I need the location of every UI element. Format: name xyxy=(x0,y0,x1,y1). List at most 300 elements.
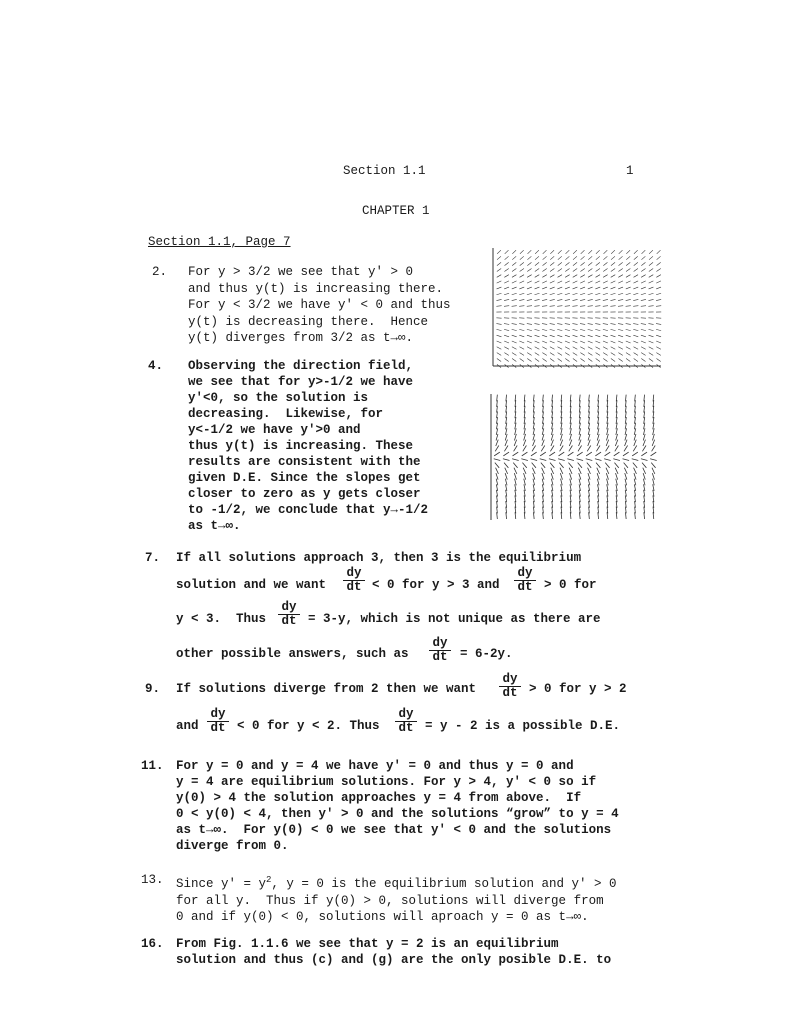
slope-segment xyxy=(633,463,637,468)
slope-segment xyxy=(573,358,577,361)
slope-segment xyxy=(652,473,654,479)
problem-7-line-2c: > 0 for xyxy=(544,578,597,592)
slope-segment xyxy=(512,262,516,265)
slope-segment xyxy=(514,473,516,479)
slope-segment xyxy=(523,440,525,446)
problem-7-line-2b: < 0 for y > 3 and xyxy=(372,578,500,592)
slope-segment xyxy=(531,452,537,456)
slope-segment xyxy=(603,358,607,361)
slope-segment xyxy=(504,269,508,272)
slope-segment xyxy=(542,287,547,289)
slope-segment xyxy=(550,306,555,307)
slope-segment xyxy=(641,262,645,265)
slope-segment xyxy=(595,452,601,456)
slope-segment xyxy=(542,275,546,278)
slope-segment xyxy=(634,440,636,446)
slope-segment xyxy=(560,468,563,474)
slope-segment xyxy=(535,250,539,254)
slope-segment xyxy=(496,299,501,300)
slope-segment xyxy=(623,452,629,456)
slope-segment xyxy=(605,463,609,468)
slope-segment xyxy=(603,347,608,349)
slope-segment xyxy=(543,256,547,259)
slope-segment xyxy=(596,269,600,272)
slope-segment xyxy=(566,250,570,254)
slope-segment xyxy=(657,262,661,265)
slope-segment xyxy=(633,329,638,330)
slope-segment xyxy=(616,473,618,479)
slope-segment xyxy=(641,353,645,356)
slope-segment xyxy=(569,468,572,474)
slope-segment xyxy=(504,335,509,337)
slope-segment xyxy=(626,341,631,343)
slope-segment xyxy=(496,324,501,325)
problem-9-line-2c: = y - 2 is a possible D.E. xyxy=(425,719,621,733)
slope-segment xyxy=(588,353,592,356)
slope-segment xyxy=(512,459,519,461)
slope-segment xyxy=(532,463,536,468)
problem-7-line-4b: = 6-2y. xyxy=(460,647,513,661)
slope-segment xyxy=(532,468,535,474)
slope-segment xyxy=(512,256,516,259)
problem-16-line: solution and thus (c) and (g) are the only posible D.E. to xyxy=(176,953,612,967)
slope-segment xyxy=(610,299,615,300)
slope-segment xyxy=(626,293,631,295)
slope-segment xyxy=(634,473,636,479)
slope-segment xyxy=(656,353,660,356)
slope-segment xyxy=(656,306,661,307)
slope-segment xyxy=(512,275,516,278)
slope-segment xyxy=(614,452,620,456)
slope-segment xyxy=(497,293,502,295)
slope-segment xyxy=(618,299,623,300)
slope-segment xyxy=(642,250,646,254)
problem-11-line: diverge from 0. xyxy=(176,839,289,853)
slope-segment xyxy=(534,299,539,300)
slope-segment xyxy=(595,281,600,283)
slope-segment xyxy=(550,256,554,259)
slope-segment xyxy=(634,256,638,259)
problem-2-text xyxy=(188,264,451,347)
fraction-denominator: dt xyxy=(517,580,533,594)
slope-segment xyxy=(649,256,653,259)
problem-7-number: 7. xyxy=(145,551,161,565)
slope-segment xyxy=(565,341,570,343)
slope-segment xyxy=(603,341,608,343)
slope-segment xyxy=(619,256,623,259)
slope-segment xyxy=(519,293,524,295)
slope-segment xyxy=(641,256,645,259)
slope-segment xyxy=(634,468,637,474)
slope-segment xyxy=(610,329,615,330)
slope-segment xyxy=(580,335,585,337)
slope-segment xyxy=(527,335,532,337)
slope-segment xyxy=(597,473,599,479)
slope-segment xyxy=(527,262,531,265)
slope-segment xyxy=(568,463,572,468)
slope-segment xyxy=(633,335,638,337)
problem-2-line: For y > 3/2 we see that y' > 0 xyxy=(188,265,414,279)
slope-segment xyxy=(520,275,524,278)
slope-segment xyxy=(573,256,577,259)
slope-segment xyxy=(595,306,600,307)
slope-segment xyxy=(565,269,569,272)
problem-11-text xyxy=(176,758,619,854)
slope-segment xyxy=(527,341,532,343)
slope-segment xyxy=(519,329,524,330)
slope-segment xyxy=(588,281,593,283)
slope-segment xyxy=(603,269,607,272)
slope-segment xyxy=(512,250,516,254)
slope-segment xyxy=(519,324,524,325)
slope-segment xyxy=(642,446,646,452)
slope-segment xyxy=(512,347,517,349)
slope-segment xyxy=(567,459,574,461)
slope-segment xyxy=(513,463,517,468)
running-title: Section 1.1 xyxy=(343,164,426,178)
slope-segment xyxy=(542,468,545,474)
slope-segment xyxy=(497,281,502,283)
slope-segment xyxy=(520,358,524,361)
slope-segment xyxy=(542,329,547,330)
slope-segment xyxy=(626,306,631,307)
slope-segment xyxy=(542,324,547,325)
slope-segment xyxy=(512,299,517,300)
slope-segment xyxy=(634,269,638,272)
slope-segment xyxy=(541,446,545,452)
slope-segment xyxy=(565,293,570,295)
slope-segment xyxy=(533,440,535,446)
slope-segment xyxy=(527,275,531,278)
slope-segment xyxy=(611,347,616,349)
slope-segment xyxy=(542,347,547,349)
slope-segment xyxy=(559,452,565,456)
slope-segment xyxy=(619,250,623,254)
slope-segment xyxy=(542,341,547,343)
slope-segment xyxy=(633,341,638,343)
slope-segment xyxy=(542,299,547,300)
problem-11-line: y = 4 are equilibrium solutions. For y > 4, y' < 0 so if xyxy=(176,775,597,789)
slope-segment xyxy=(535,287,540,289)
slope-segment xyxy=(550,353,554,356)
slope-segment xyxy=(618,281,623,283)
slope-segment xyxy=(656,341,661,343)
slope-segment xyxy=(573,269,577,272)
slope-segment xyxy=(504,463,508,468)
slope-segment xyxy=(588,250,592,254)
slope-segment xyxy=(527,358,531,361)
slope-segment xyxy=(595,287,600,289)
slope-segment xyxy=(535,358,539,361)
slope-segment xyxy=(618,335,623,337)
slope-segment xyxy=(551,473,553,479)
problem-16-text xyxy=(176,936,611,968)
slope-segment xyxy=(551,440,553,446)
slope-segment xyxy=(573,262,577,265)
slope-segment xyxy=(550,446,554,452)
fraction-denominator: dt xyxy=(398,721,414,735)
problem-11-line: as t→∞. For y(0) < 0 we see that y' < 0 and the solutions xyxy=(176,823,612,837)
slope-segment xyxy=(558,269,562,272)
slope-segment xyxy=(504,299,509,300)
slope-segment xyxy=(597,440,599,446)
slope-segment xyxy=(606,468,609,474)
slope-segment xyxy=(557,293,562,295)
slope-segment xyxy=(496,440,498,446)
slope-segment xyxy=(579,440,581,446)
slope-segment xyxy=(519,299,524,300)
problem-4-line: closer to zero as y gets closer xyxy=(188,487,421,501)
problem-7-line-3b: = 3-y, which is not unique as there are xyxy=(308,612,601,626)
slope-segment xyxy=(577,452,583,456)
slope-segment xyxy=(565,353,569,356)
slope-segment xyxy=(504,306,509,307)
slope-segment xyxy=(527,287,532,289)
slope-segment xyxy=(656,293,661,295)
slope-segment xyxy=(550,287,555,289)
slope-segment xyxy=(527,281,532,283)
slope-segment xyxy=(496,473,498,479)
slope-segment xyxy=(656,281,661,283)
slope-segment xyxy=(626,256,630,259)
slope-segment xyxy=(604,459,611,461)
slope-segment xyxy=(505,250,509,254)
slope-segment xyxy=(503,452,509,456)
slope-segment xyxy=(504,281,509,283)
slope-segment xyxy=(596,358,600,361)
slope-segment xyxy=(535,341,540,343)
fraction-denominator: dt xyxy=(210,721,226,735)
problem-2-line: y(t) is decreasing there. Hence xyxy=(188,314,429,329)
slope-segment xyxy=(550,347,555,349)
slope-segment xyxy=(557,341,562,343)
slope-segment xyxy=(572,329,577,330)
slope-segment xyxy=(519,335,524,337)
slope-segment xyxy=(580,287,585,289)
slope-segment xyxy=(595,459,602,461)
slope-segment xyxy=(634,353,638,356)
problem-11-line: For y = 0 and y = 4 we have y' = 0 and thus y = 0 and xyxy=(176,759,574,773)
slope-segment xyxy=(642,463,646,468)
slope-segment xyxy=(572,324,577,325)
slope-segment xyxy=(614,463,618,468)
slope-segment xyxy=(587,463,591,468)
slope-segment xyxy=(533,473,535,479)
slope-segment xyxy=(656,299,661,300)
slope-segment xyxy=(558,275,562,278)
slope-segment xyxy=(641,347,646,349)
slope-segment xyxy=(611,353,615,356)
slope-segment xyxy=(542,353,546,356)
slope-segment xyxy=(557,287,562,289)
slope-segment xyxy=(641,299,646,300)
slope-segment xyxy=(626,262,630,265)
slope-segment xyxy=(648,306,653,307)
slope-segment xyxy=(633,324,638,325)
derivative-fraction xyxy=(342,567,366,594)
slope-segment xyxy=(560,446,564,452)
slope-segment xyxy=(596,262,600,265)
slope-segment xyxy=(504,293,509,295)
slope-segment xyxy=(550,335,555,337)
slope-segment xyxy=(572,299,577,300)
slope-segment xyxy=(522,452,528,456)
slope-segment xyxy=(527,256,531,259)
slope-segment xyxy=(641,358,645,361)
slope-segment xyxy=(580,281,585,283)
slope-segment xyxy=(496,468,499,474)
slope-segment xyxy=(495,463,499,468)
slope-segment xyxy=(632,452,638,456)
slope-segment xyxy=(649,269,653,272)
slope-segment xyxy=(527,324,532,325)
slope-segment xyxy=(535,281,540,283)
slope-segment xyxy=(521,459,528,461)
slope-segment xyxy=(641,293,646,295)
slope-segment xyxy=(641,287,646,289)
derivative-fraction xyxy=(206,708,230,735)
slope-segment xyxy=(573,335,578,337)
slope-segment xyxy=(610,306,615,307)
slope-segment xyxy=(565,335,570,337)
slope-segment xyxy=(641,341,646,343)
slope-segment xyxy=(531,459,538,461)
slope-segment xyxy=(573,341,578,343)
slope-segment xyxy=(580,293,585,295)
slope-segment xyxy=(596,446,600,452)
slope-segment xyxy=(550,269,554,272)
slope-segment xyxy=(568,452,574,456)
slope-segment xyxy=(565,358,569,361)
slope-segment xyxy=(557,281,562,283)
slope-segment xyxy=(535,262,539,265)
slope-segment xyxy=(633,306,638,307)
slope-segment xyxy=(540,459,547,461)
slope-segment xyxy=(558,256,562,259)
slope-segment xyxy=(534,324,539,325)
slope-segment xyxy=(588,358,592,361)
problem-7-line-3a: y < 3. Thus xyxy=(176,612,267,626)
slope-segment xyxy=(573,250,577,254)
slope-segment xyxy=(504,341,509,343)
slope-segment xyxy=(634,358,638,361)
slope-segment xyxy=(519,347,524,349)
slope-segment xyxy=(605,452,611,456)
slope-segment xyxy=(565,329,570,330)
slope-segment xyxy=(581,256,585,259)
slope-segment xyxy=(611,262,615,265)
slope-segment xyxy=(505,468,508,474)
slope-segment xyxy=(606,440,608,446)
slope-segment xyxy=(523,468,526,474)
slope-segment xyxy=(588,324,593,325)
slope-segment xyxy=(643,440,645,446)
slope-segment xyxy=(618,329,623,330)
slope-segment xyxy=(656,269,660,272)
slope-segment xyxy=(618,293,623,295)
fraction-numerator: dy xyxy=(502,672,518,686)
slope-segment xyxy=(527,329,532,330)
slope-segment xyxy=(534,306,539,307)
slope-segment xyxy=(649,250,653,254)
slope-segment xyxy=(611,275,615,278)
slope-segment xyxy=(641,269,645,272)
slope-segment xyxy=(656,335,661,337)
slope-segment xyxy=(588,347,593,349)
chapter-title: CHAPTER 1 xyxy=(362,204,430,218)
slope-segment xyxy=(626,324,631,325)
slope-segment xyxy=(497,353,501,356)
problem-2-line: For y < 3/2 we have y' < 0 and thus xyxy=(188,298,451,312)
slope-segment xyxy=(651,463,655,468)
slope-segment xyxy=(524,473,526,479)
slope-segment xyxy=(550,299,555,300)
slope-segment xyxy=(656,324,661,325)
slope-segment xyxy=(649,353,653,356)
slope-segment xyxy=(634,250,638,254)
slope-segment xyxy=(641,452,647,456)
slope-segment xyxy=(497,287,502,289)
slope-segment xyxy=(623,459,630,461)
slope-segment xyxy=(573,353,577,356)
slope-segment xyxy=(649,335,654,337)
slope-segment xyxy=(649,293,654,295)
slope-segment xyxy=(520,269,524,272)
slope-segment xyxy=(611,281,616,283)
slope-segment xyxy=(596,275,600,278)
slope-segment xyxy=(558,459,565,461)
slope-segment xyxy=(633,347,638,349)
slope-segment xyxy=(588,341,593,343)
slope-segment xyxy=(641,329,646,330)
problem-4-line: results are consistent with the xyxy=(188,455,421,469)
slope-segment xyxy=(550,281,555,283)
slope-segment xyxy=(550,262,554,265)
slope-segment xyxy=(496,329,501,330)
slope-segment xyxy=(540,452,546,456)
slope-segment xyxy=(632,459,639,461)
problem-4-line: y'<0, so the solution is xyxy=(188,391,369,405)
slope-segment xyxy=(648,299,653,300)
slope-segment xyxy=(535,347,540,349)
slope-segment xyxy=(588,468,591,474)
slope-segment xyxy=(634,275,638,278)
slope-segment xyxy=(611,269,615,272)
problem-2-line: y(t) diverges from 3/2 as t→∞. xyxy=(188,331,414,345)
slope-segment xyxy=(603,281,608,283)
slope-segment xyxy=(557,347,562,349)
slope-segment xyxy=(618,358,622,361)
slope-segment xyxy=(550,293,555,295)
slope-segment xyxy=(595,335,600,337)
slope-segment xyxy=(603,299,608,300)
slope-segment xyxy=(512,293,517,295)
slope-segment xyxy=(527,353,531,356)
slope-segment xyxy=(542,473,544,479)
slope-segment xyxy=(573,287,578,289)
fraction-denominator: dt xyxy=(281,614,297,628)
slope-segment xyxy=(649,287,654,289)
slope-segment xyxy=(626,353,630,356)
slope-segment xyxy=(626,269,630,272)
slope-segment xyxy=(505,262,509,265)
slope-segment xyxy=(569,440,571,446)
slope-segment xyxy=(641,281,646,283)
slope-segment xyxy=(581,250,585,254)
slope-segment xyxy=(580,341,585,343)
problem-4-line: given D.E. Since the slopes get xyxy=(188,471,421,485)
slope-segment xyxy=(512,269,516,272)
